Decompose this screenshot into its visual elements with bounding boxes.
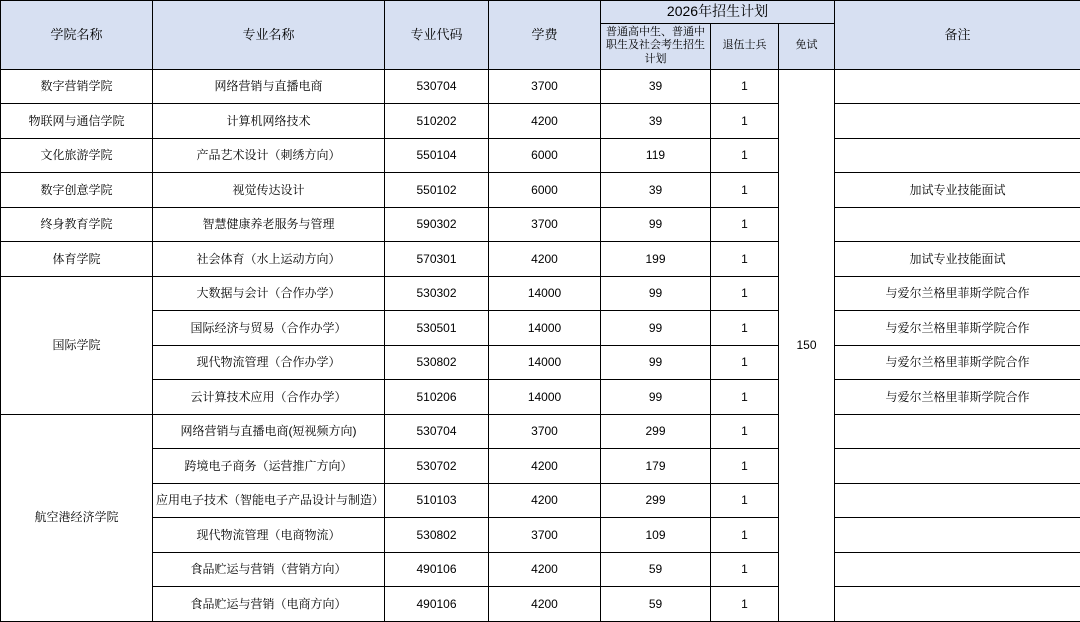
cell-major-code: 590302	[385, 207, 489, 242]
cell-college: 物联网与通信学院	[1, 104, 153, 139]
cell-tuition-fee: 14000	[489, 345, 601, 380]
cell-note: 与爱尔兰格里菲斯学院合作	[835, 380, 1080, 415]
cell-general-plan: 59	[601, 552, 711, 587]
table-row	[1, 311, 1080, 346]
cell-tuition-fee: 4200	[489, 483, 601, 518]
cell-major-code: 510206	[385, 380, 489, 415]
cell-major: 大数据与会计（合作办学）	[153, 276, 385, 311]
cell-veteran-plan: 1	[711, 276, 779, 311]
cell-veteran-plan: 1	[711, 173, 779, 208]
cell-major-code: 490106	[385, 552, 489, 587]
cell-note	[835, 483, 1080, 518]
table-row	[1, 483, 1080, 518]
cell-major: 应用电子技术（智能电子产品设计与制造）	[153, 483, 385, 518]
cell-major: 国际经济与贸易（合作办学）	[153, 311, 385, 346]
cell-general-plan: 109	[601, 518, 711, 553]
cell-tuition-fee: 14000	[489, 311, 601, 346]
cell-major: 食品贮运与营销（电商方向）	[153, 587, 385, 622]
cell-tuition-fee: 3700	[489, 69, 601, 104]
cell-veteran-plan: 1	[711, 518, 779, 553]
cell-tuition-fee: 3700	[489, 207, 601, 242]
cell-major-code: 530702	[385, 449, 489, 484]
cell-veteran-plan: 1	[711, 449, 779, 484]
cell-tuition-fee: 14000	[489, 380, 601, 415]
cell-major: 食品贮运与营销（营销方向）	[153, 552, 385, 587]
table-row	[1, 104, 1080, 139]
table-row	[1, 449, 1080, 484]
cell-major-code: 490106	[385, 587, 489, 622]
cell-major-code: 530704	[385, 69, 489, 104]
cell-major-code: 550102	[385, 173, 489, 208]
cell-tuition-fee: 14000	[489, 276, 601, 311]
cell-college: 数字创意学院	[1, 173, 153, 208]
cell-major: 计算机网络技术	[153, 104, 385, 139]
cell-major-code: 510202	[385, 104, 489, 139]
cell-major-code: 550104	[385, 138, 489, 173]
cell-major-code: 570301	[385, 242, 489, 277]
cell-major: 现代物流管理（合作办学）	[153, 345, 385, 380]
table-row	[1, 345, 1080, 380]
table-row	[1, 173, 1080, 208]
cell-major-code: 530704	[385, 414, 489, 449]
cell-general-plan: 99	[601, 311, 711, 346]
cell-college: 终身教育学院	[1, 207, 153, 242]
cell-general-plan: 39	[601, 104, 711, 139]
cell-major-code: 530302	[385, 276, 489, 311]
cell-general-plan: 59	[601, 587, 711, 622]
cell-general-plan: 99	[601, 380, 711, 415]
cell-veteran-plan: 1	[711, 483, 779, 518]
cell-veteran-plan: 1	[711, 104, 779, 139]
table-row	[1, 518, 1080, 553]
cell-note	[835, 207, 1080, 242]
cell-major: 智慧健康养老服务与管理	[153, 207, 385, 242]
table-row	[1, 380, 1080, 415]
cell-note: 与爱尔兰格里菲斯学院合作	[835, 276, 1080, 311]
cell-note	[835, 138, 1080, 173]
header-major: 专业名称	[153, 1, 385, 70]
cell-major: 跨境电子商务（运营推广方向）	[153, 449, 385, 484]
cell-major: 网络营销与直播电商(短视频方向)	[153, 414, 385, 449]
cell-veteran-plan: 1	[711, 345, 779, 380]
cell-veteran-plan: 1	[711, 380, 779, 415]
cell-tuition-fee: 6000	[489, 173, 601, 208]
cell-tuition-fee: 4200	[489, 552, 601, 587]
cell-college: 国际学院	[1, 276, 153, 414]
table-header	[1, 1, 1080, 70]
cell-general-plan: 39	[601, 173, 711, 208]
cell-note: 加试专业技能面试	[835, 242, 1080, 277]
cell-general-plan: 299	[601, 483, 711, 518]
cell-veteran-plan: 1	[711, 138, 779, 173]
cell-veteran-plan: 1	[711, 242, 779, 277]
header-row-top	[1, 1, 1080, 24]
table-body	[1, 69, 1080, 621]
table-row	[1, 587, 1080, 622]
table-row	[1, 207, 1080, 242]
cell-note: 与爱尔兰格里菲斯学院合作	[835, 345, 1080, 380]
cell-tuition-fee: 4200	[489, 242, 601, 277]
header-college: 学院名称	[1, 1, 153, 70]
cell-note	[835, 414, 1080, 449]
cell-college: 数字营销学院	[1, 69, 153, 104]
cell-general-plan: 299	[601, 414, 711, 449]
cell-note	[835, 449, 1080, 484]
header-fee: 学费	[489, 1, 601, 70]
table-row	[1, 138, 1080, 173]
table-row	[1, 552, 1080, 587]
cell-note	[835, 552, 1080, 587]
cell-note	[835, 518, 1080, 553]
cell-major-code: 530501	[385, 311, 489, 346]
cell-tuition-fee: 6000	[489, 138, 601, 173]
cell-tuition-fee: 4200	[489, 104, 601, 139]
cell-general-plan: 179	[601, 449, 711, 484]
cell-general-plan: 99	[601, 276, 711, 311]
cell-exempt-total: 150	[779, 69, 835, 621]
cell-general-plan: 99	[601, 207, 711, 242]
header-note: 备注	[835, 1, 1080, 70]
cell-veteran-plan: 1	[711, 552, 779, 587]
cell-college: 文化旅游学院	[1, 138, 153, 173]
header-exempt: 免试	[779, 23, 835, 69]
cell-tuition-fee: 3700	[489, 518, 601, 553]
cell-note	[835, 587, 1080, 622]
cell-major: 云计算技术应用（合作办学）	[153, 380, 385, 415]
cell-veteran-plan: 1	[711, 587, 779, 622]
header-veteran: 退伍士兵	[711, 23, 779, 69]
cell-note: 与爱尔兰格里菲斯学院合作	[835, 311, 1080, 346]
cell-general-plan: 99	[601, 345, 711, 380]
table-row	[1, 414, 1080, 449]
cell-general-plan: 39	[601, 69, 711, 104]
cell-general-plan: 199	[601, 242, 711, 277]
cell-major: 网络营销与直播电商	[153, 69, 385, 104]
cell-major: 产品艺术设计（刺绣方向）	[153, 138, 385, 173]
cell-college: 体育学院	[1, 242, 153, 277]
cell-major-code: 510103	[385, 483, 489, 518]
table-row	[1, 242, 1080, 277]
cell-veteran-plan: 1	[711, 414, 779, 449]
cell-note: 加试专业技能面试	[835, 173, 1080, 208]
cell-major-code: 530802	[385, 345, 489, 380]
table-row	[1, 69, 1080, 104]
cell-note	[835, 104, 1080, 139]
cell-veteran-plan: 1	[711, 69, 779, 104]
cell-veteran-plan: 1	[711, 311, 779, 346]
header-code: 专业代码	[385, 1, 489, 70]
cell-note	[835, 69, 1080, 104]
cell-veteran-plan: 1	[711, 207, 779, 242]
cell-major: 现代物流管理（电商物流）	[153, 518, 385, 553]
cell-college: 航空港经济学院	[1, 414, 153, 621]
cell-general-plan: 119	[601, 138, 711, 173]
cell-major: 视觉传达设计	[153, 173, 385, 208]
cell-tuition-fee: 4200	[489, 449, 601, 484]
cell-major-code: 530802	[385, 518, 489, 553]
cell-tuition-fee: 3700	[489, 414, 601, 449]
cell-major: 社会体育（水上运动方向）	[153, 242, 385, 277]
table-row	[1, 276, 1080, 311]
header-plan-group: 2026年招生计划	[601, 1, 835, 24]
header-plan-general: 普通高中生、普通中职生及社会考生招生计划	[601, 23, 711, 69]
cell-tuition-fee: 4200	[489, 587, 601, 622]
